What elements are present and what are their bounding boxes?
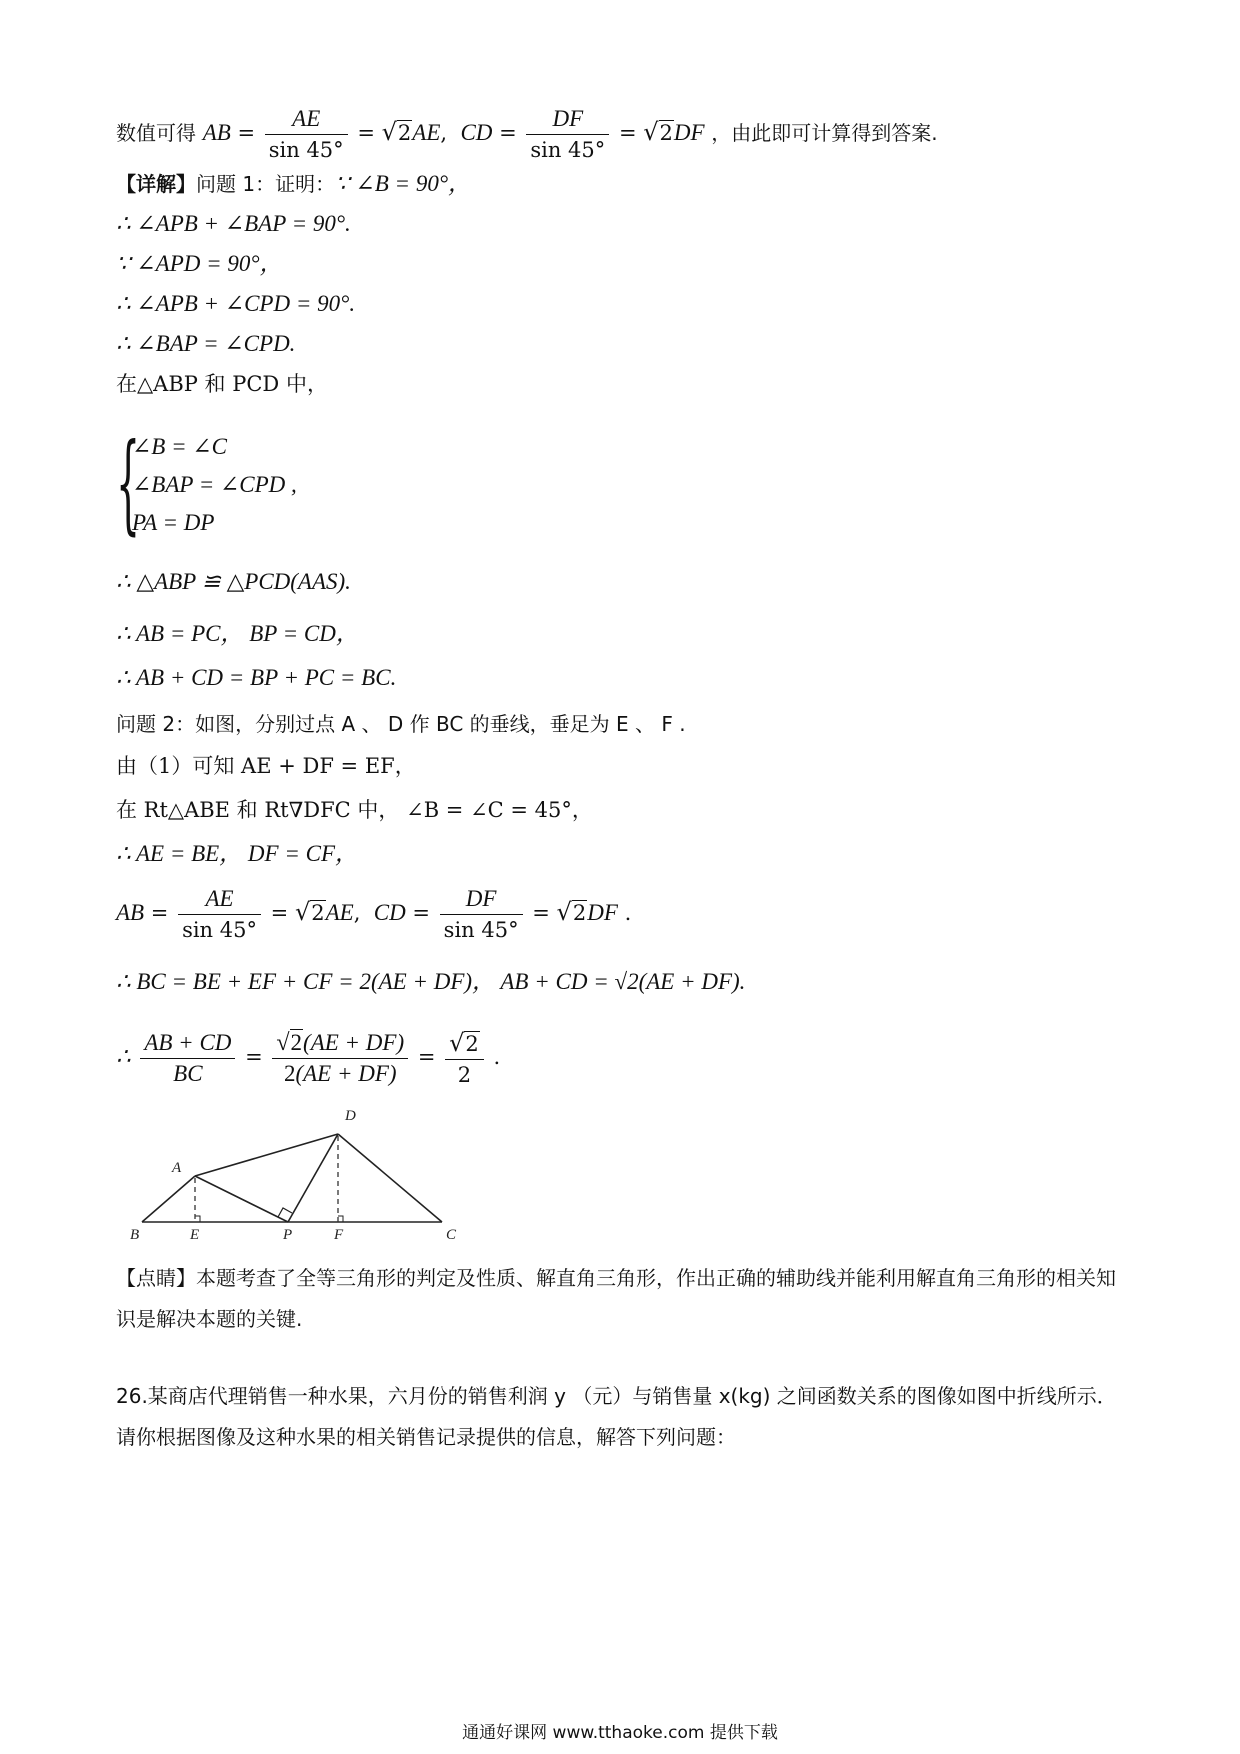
q2-eq-ab: AB = $\frac{AE}{\sin 45^\circ}$ = √2AE, <box>116 886 368 942</box>
intro-line <box>116 104 938 160</box>
label-b: B <box>130 1227 140 1240</box>
label-d: D <box>345 1108 356 1124</box>
step-line: ∴ ∠APB + ∠CPD = 90°. <box>116 291 356 316</box>
q2-step: ∴ AE = BE， DF = CF， <box>116 841 359 866</box>
right-angle-e <box>195 1216 200 1222</box>
detail-heading <box>116 170 471 198</box>
bc-line: ∴ BC = BE + EF + CF = 2(AE + DF)， AB + CD = √2(AE + DF). <box>116 969 746 994</box>
right-angle-f <box>338 1216 343 1222</box>
dianjing-paragraph: 【点睛】本题考查了全等三角形的判定及性质、解直角三角形，作出正确的辅助线并能利用解直角三角形的相关知识是解决本题的关键. <box>116 1266 1116 1331</box>
label-c: C <box>446 1227 457 1240</box>
q2-step: 由（1）可知 AE + DF = EF， <box>116 754 416 778</box>
step-line: ∴ AB = PC， BP = CD， <box>116 621 359 646</box>
right-angle-p <box>278 1208 292 1217</box>
system-row: ∠B = ∠C <box>132 434 227 459</box>
label-f: F <box>334 1227 344 1240</box>
geometry-figure <box>120 1098 480 1240</box>
in-triangles-line: 在△ABP 和 PCD 中， <box>116 372 328 396</box>
segment-ab <box>142 1176 195 1222</box>
q1-first-step: ∵ ∠B = 90°， <box>335 171 472 196</box>
left-brace: { <box>116 421 141 546</box>
label-a: A <box>172 1160 182 1176</box>
q2-step: 在 Rt△ABE 和 Rt∇DFC 中， ∠B = ∠C = 45°， <box>116 798 593 822</box>
q2-eq-line <box>116 880 631 944</box>
q2-heading: 问题 2：如图，分别过点 A 、 D 作 BC 的垂线，垂足为 E 、 F . <box>116 712 686 736</box>
system-row: PA = DP <box>132 510 215 535</box>
intro-eq2: CD = $\frac{DF}{\sin 45^\circ}$ = √2DF <box>460 106 705 162</box>
intro-tail: ，由此即可计算得到答案. <box>711 121 938 145</box>
step-line: ∴ △ABP ≌ △PCD(AAS). <box>116 569 351 594</box>
intro-lead: 数值可得 <box>116 121 196 145</box>
intro-eq1: AB = $\frac{AE}{\sin 45^\circ}$ = √2AE, <box>202 106 454 162</box>
page-footer: 通通好课网 www.tthaoke.com 提供下载 <box>462 1723 778 1743</box>
step-line: ∴ AB + CD = BP + PC = BC. <box>116 665 397 690</box>
step-line: ∴ ∠BAP = ∠CPD. <box>116 331 296 356</box>
system-row: ∠BAP = ∠CPD , <box>132 472 297 497</box>
question-26: 26.某商店代理销售一种水果，六月份的销售利润 y （元）与销售量 x(kg) 之间函数关系的图像如图中折线所示．请你根据图像及这种水果的相关销售记录提供的信息，解答下列问题： <box>116 1384 1117 1449</box>
detail-label: 【详解】 <box>116 172 196 196</box>
label-p: P <box>283 1227 293 1240</box>
segment-dc <box>338 1134 442 1222</box>
step-line: ∵ ∠APD = 90°， <box>116 251 283 276</box>
final-ratio-line: ∴ $\frac{AB + CD}{BC}$ = $\frac{√2(AE + DF)}{2(AE + DF)}$ = $\frac{√2}{2}$ . <box>116 1028 501 1087</box>
label-e: E <box>190 1227 200 1240</box>
q2-eq-cd: CD = $\frac{DF}{\sin 45^\circ}$ = √2DF . <box>373 886 632 942</box>
step-line: ∴ ∠APB + ∠BAP = 90°. <box>116 211 351 236</box>
q1-label: 问题 1：证明： <box>196 172 336 196</box>
segment-ad <box>195 1134 338 1176</box>
segment-ap <box>195 1176 288 1222</box>
